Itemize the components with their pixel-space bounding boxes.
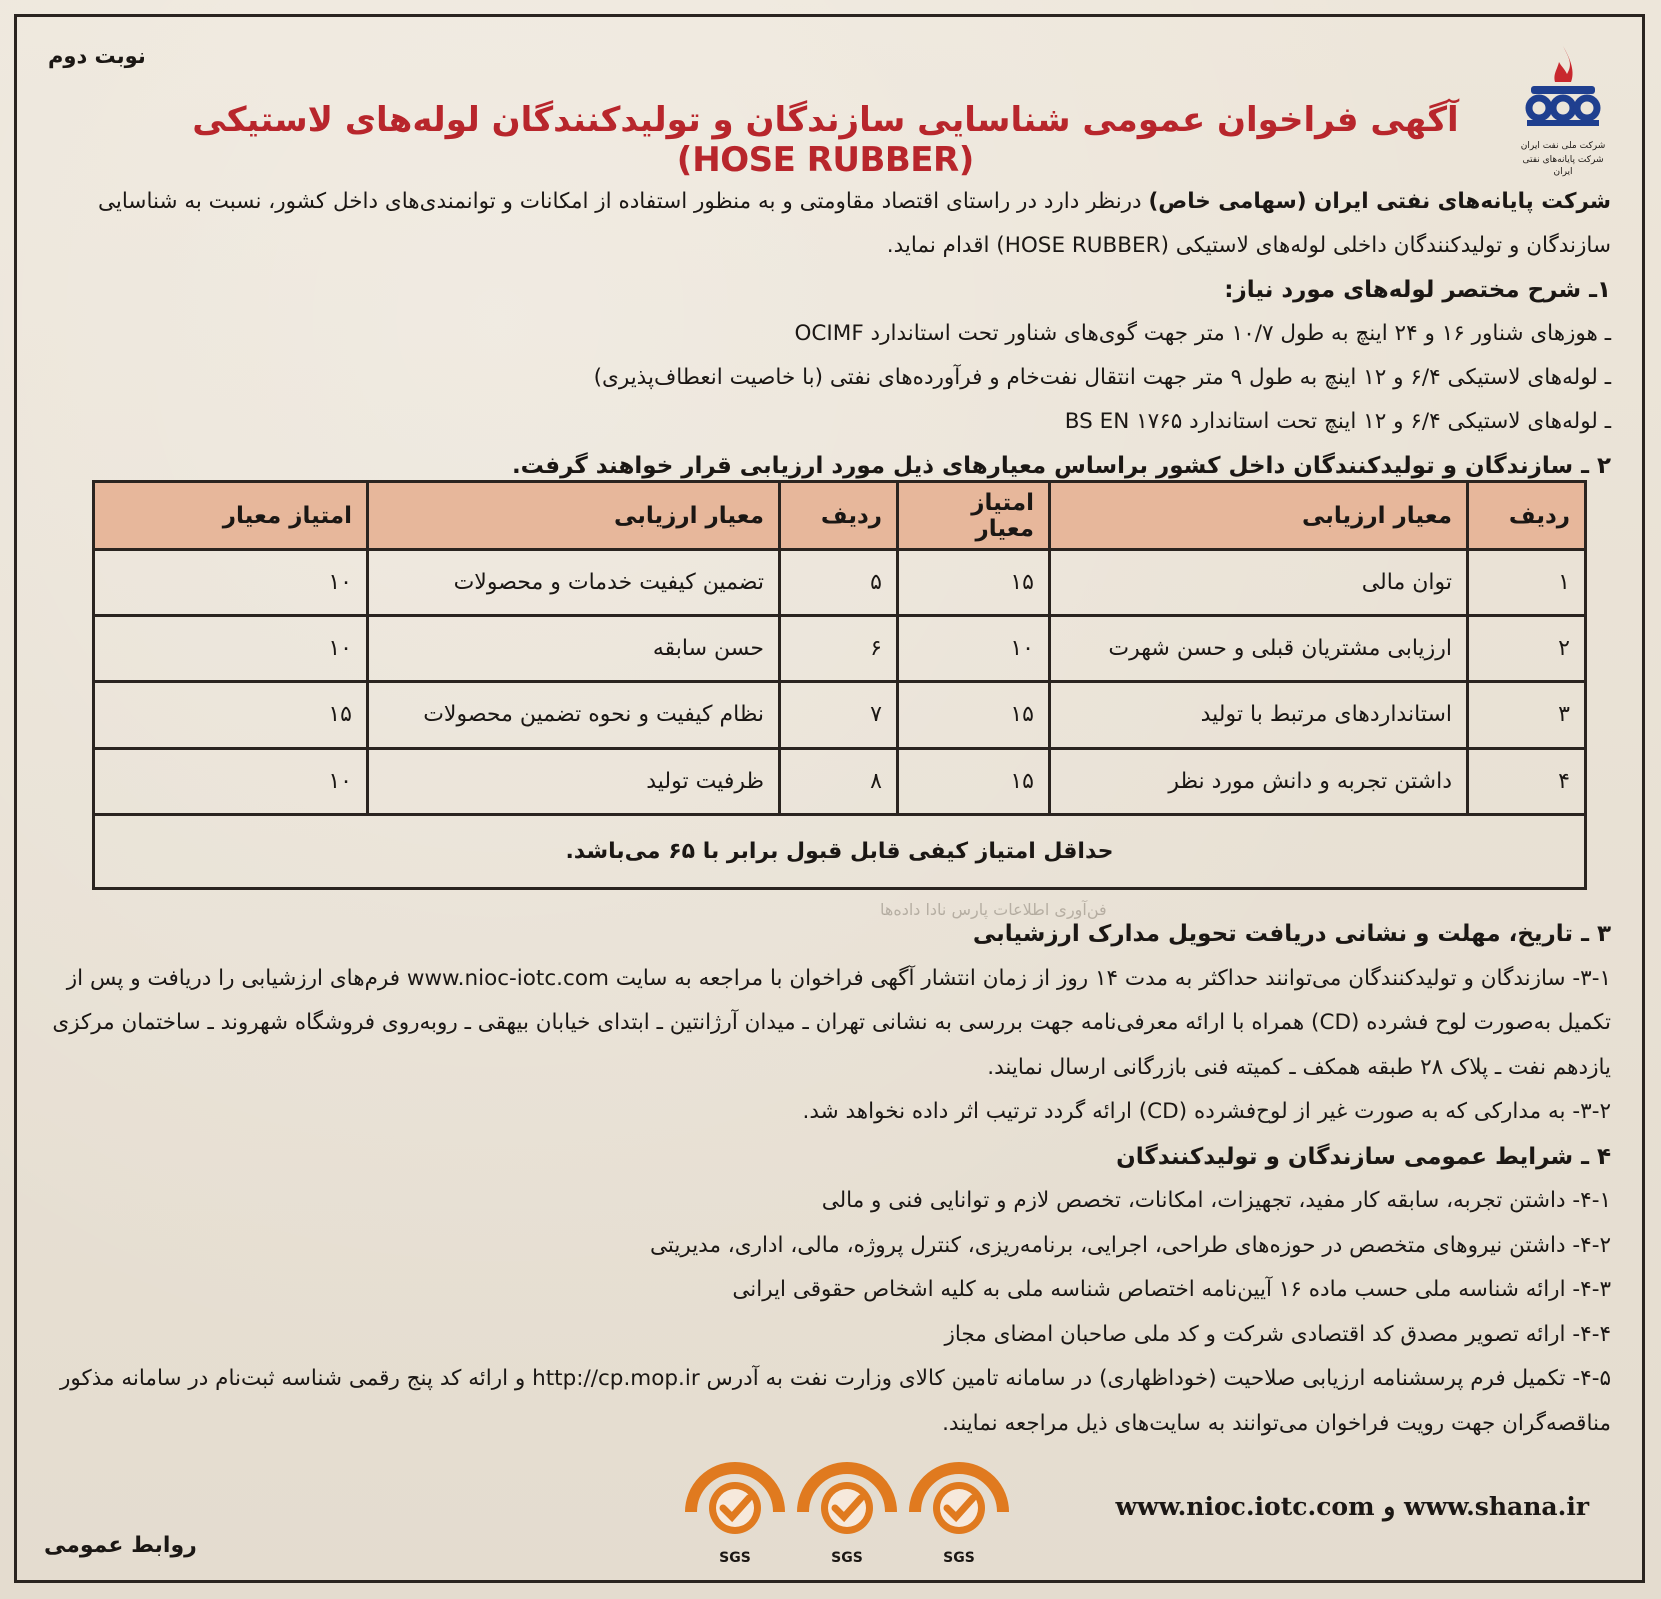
flame-logo-icon bbox=[1517, 42, 1609, 134]
notice-body bbox=[42, 180, 1611, 488]
table-cell: ۳ bbox=[1468, 682, 1586, 748]
closing-line: مناقصه‌گران جهت رویت فراخوان می‌توانند به سایت‌های ذیل مراجعه نمایند. bbox=[942, 1410, 1611, 1436]
col-header-score: امتیاز معیار bbox=[898, 482, 1050, 550]
table-cell: ۱۰ bbox=[898, 616, 1050, 682]
public-relations-signature: روابط عمومی bbox=[44, 1533, 197, 1558]
section3-heading: ۳ ـ تاریخ، مهلت و نشانی دریافت تحویل مدارک ارزشیابی bbox=[972, 921, 1611, 947]
sgs-label: SGS bbox=[719, 1550, 751, 1566]
section3-paragraph-1: ۳-۱- سازندگان و تولیدکنندگان می‌توانند حداکثر به مدت ۱۴ روز از زمان انتشار آگهی فراخوان با مراجعه به سایت www.nioc-iotc.com فرم‌های ارزشیابی را دریافت و پس از تکمیل به‌صورت لوح فشرده (CD) همراه با ارائه معرفی‌نامه جهت بررسی به نشانی تهران ـ میدان آرژانتین ـ ابتدای خیابان بیهقی ـ روبه‌روی فروشگاه شهروند ـ ساختمان مرکزی یازدهم نفت ـ پلاک ۲۸ طبقه همکف ـ کمیته فنی بازرگانی ارسال نمایند. bbox=[52, 965, 1611, 1080]
table-cell: ۸ bbox=[780, 748, 898, 814]
section1-item: ـ لوله‌های لاستیکی ۶/۴ و ۱۲ اینچ تحت استاندارد BS EN ۱۷۶۵ bbox=[1064, 409, 1611, 434]
sgs-label: SGS bbox=[831, 1550, 863, 1566]
col-header-row-num: ردیف bbox=[1468, 482, 1586, 550]
table-header-row bbox=[94, 482, 1586, 550]
intro-paragraph bbox=[42, 180, 1611, 268]
notice-title: آگهی فراخوان عمومی شناسایی سازندگان و تولیدکنندگان لوله‌های لاستیکی (HOSE RUBBER) bbox=[192, 100, 1459, 180]
criteria-table bbox=[92, 480, 1587, 890]
section1-item: ـ هوزهای شناور ۱۶ و ۲۴ اینچ به طول ۱۰/۷ متر جهت گوی‌های شناور تحت استاندارد OCIMF bbox=[794, 321, 1611, 346]
section4-item: ۴-۴- ارائه تصویر مصدق کد اقتصادی شرکت و کد ملی صاحبان امضای مجاز bbox=[944, 1321, 1611, 1347]
table-cell: ۵ bbox=[780, 550, 898, 616]
minimum-score-note: حداقل امتیاز کیفی قابل قبول برابر با ۶۵ می‌باشد. bbox=[94, 814, 1586, 888]
sgs-certified-icon bbox=[683, 1450, 787, 1546]
table-cell: نظام کیفیت و نحوه تضمین محصولات bbox=[368, 682, 780, 748]
sgs-badge bbox=[792, 1450, 902, 1570]
table-cell: ۴ bbox=[1468, 748, 1586, 814]
sgs-badge bbox=[680, 1450, 790, 1570]
watermark: فن‌آوری اطلاعات پارس‌ نادا داده‌ها bbox=[880, 900, 1107, 919]
section4-item: ۴-۱- داشتن تجربه، سابقه کار مفید، تجهیزات، امکانات، تخصص لازم و توانایی فنی و مالی bbox=[821, 1188, 1611, 1213]
table-row bbox=[94, 616, 1586, 682]
table-cell: ۲ bbox=[1468, 616, 1586, 682]
table-cell: تضمین کیفیت خدمات و محصولات bbox=[368, 550, 780, 616]
table-cell: ۶ bbox=[780, 616, 898, 682]
company-name: شرکت پایانه‌های نفتی ایران (سهامی خاص) bbox=[1148, 189, 1611, 214]
table-cell: ۷ bbox=[780, 682, 898, 748]
section4-item: ۴-۵- تکمیل فرم پرسشنامه ارزیابی صلاحیت (خوداظهاری) در سامانه تامین کالای وزارت نفت به آدرس http://cp.mop.ir و ارائه کد پنج رقمی شناسه ثبت‌نام در سامانه مذکور bbox=[60, 1366, 1611, 1391]
col-header-criterion: معیار ارزیابی bbox=[368, 482, 780, 550]
table-row bbox=[94, 550, 1586, 616]
sgs-badge bbox=[904, 1450, 1014, 1570]
table-cell: ۱۰ bbox=[94, 616, 368, 682]
table-cell: ۱۵ bbox=[898, 682, 1050, 748]
footer-websites: www.shana.ir و www.nioc.iotc.com bbox=[1115, 1492, 1589, 1521]
table-cell: ۱۰ bbox=[94, 550, 368, 616]
sgs-certified-icon bbox=[907, 1450, 1011, 1546]
table-cell: ظرفیت تولید bbox=[368, 748, 780, 814]
col-header-criterion: معیار ارزیابی bbox=[1050, 482, 1468, 550]
company-logo bbox=[1517, 42, 1609, 177]
table-cell: ۱۵ bbox=[898, 748, 1050, 814]
table-cell: ۱۵ bbox=[94, 682, 368, 748]
section4-item: ۴-۲- داشتن نیروهای متخصص در حوزه‌های طراحی، اجرایی، برنامه‌ریزی، کنترل پروژه، مالی، اداری، مدیریتی bbox=[649, 1232, 1611, 1258]
table-cell: استانداردهای مرتبط با تولید bbox=[1050, 682, 1468, 748]
logo-caption-nioc: شرکت ملی نفت ایران bbox=[1520, 141, 1606, 151]
intro-text: درنظر دارد در راستای اقتصاد مقاومتی و به منظور استفاده از امکانات و توانمندی‌های داخل کشور، نسبت به شناسایی سازندگان و تولیدکنندگان داخلی لوله‌های لاستیکی (HOSE RUBBER) اقدام نماید. bbox=[97, 189, 1611, 258]
section1-item: ـ لوله‌های لاستیکی ۶/۴ و ۱۲ اینچ به طول ۹ متر جهت انتقال نفت‌خام و فرآورده‌های نفتی (با خاصیت انعطاف‌پذیری) bbox=[593, 365, 1611, 390]
col-header-row-num: ردیف bbox=[780, 482, 898, 550]
table-cell: توان مالی bbox=[1050, 550, 1468, 616]
section2-heading: ۲ ـ سازندگان و تولیدکنندگان داخل کشور براساس معیارهای ذیل مورد ارزیابی قرار خواهند گرفت. bbox=[511, 453, 1611, 479]
round-label: نوبت دوم bbox=[48, 44, 146, 68]
certification-badges bbox=[680, 1450, 1020, 1570]
table-cell: داشتن تجربه و دانش مورد نظر bbox=[1050, 748, 1468, 814]
table-cell: ۱۰ bbox=[94, 748, 368, 814]
table-cell: حسن سابقه bbox=[368, 616, 780, 682]
sgs-label: SGS bbox=[943, 1550, 975, 1566]
table-row bbox=[94, 682, 1586, 748]
section3-paragraph-2: ۳-۲- به مدارکی که به صورت غیر از لوح‌فشرده (CD) ارائه گردد ترتیب اثر داده نخواهد شد. bbox=[802, 1099, 1611, 1124]
col-header-score: امتیاز معیار bbox=[94, 482, 368, 550]
table-cell: ۱۵ bbox=[898, 550, 1050, 616]
table-cell: ۱ bbox=[1468, 550, 1586, 616]
sgs-certified-icon bbox=[795, 1450, 899, 1546]
section1-heading: ۱ـ شرح مختصر لوله‌های مورد نیاز: bbox=[1224, 277, 1611, 303]
section4-heading: ۴ ـ شرایط عمومی سازندگان و تولیدکنندگان bbox=[1116, 1143, 1611, 1170]
table-row bbox=[94, 748, 1586, 814]
table-footer-row bbox=[94, 814, 1586, 888]
notice-lower-body bbox=[42, 912, 1611, 1446]
logo-caption-iotc: شرکت پایانه‌های نفتی ایران bbox=[1522, 155, 1604, 177]
table-cell: ارزیابی مشتریان قبلی و حسن شهرت bbox=[1050, 616, 1468, 682]
section4-item: ۴-۳- ارائه شناسه ملی حسب ماده ۱۶ آیین‌نامه اختصاص شناسه ملی به کلیه اشخاص حقوقی ایرانی bbox=[732, 1277, 1611, 1302]
